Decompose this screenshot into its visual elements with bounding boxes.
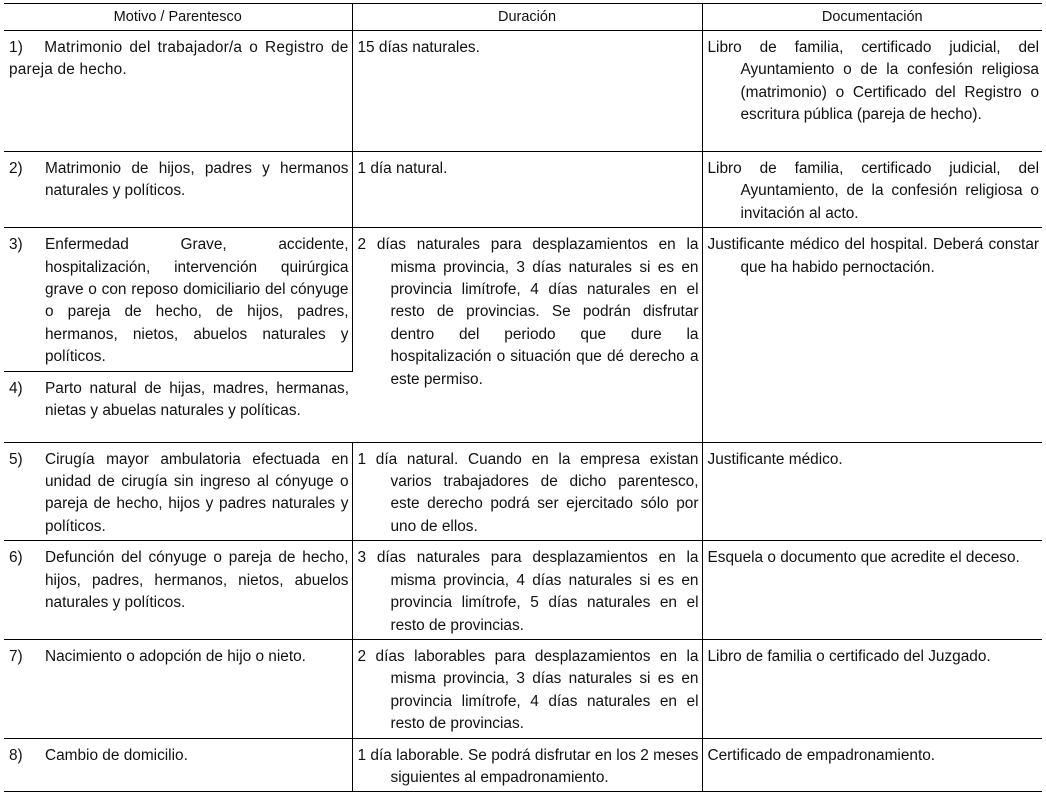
- motivo-text: Cambio de domicilio.: [45, 746, 188, 764]
- row-number: 2): [9, 160, 23, 177]
- row-number: 3): [9, 236, 23, 254]
- documentacion-cell: Justificante médico del hospital. Deberá constar que ha habido pernoctación.: [702, 228, 1042, 442]
- documentacion-cell: Certificado de empadronamiento.: [702, 738, 1042, 792]
- table-row: [4, 228, 1042, 371]
- motivo-text: Cirugía mayor ambulatoria efectuada en unidad de cirugía sin ingreso al cónyuge o pareja de hecho, hijos y padres naturales y políticos.: [45, 450, 349, 535]
- documentacion-cell: Esquela o documento que acredite el deceso.: [702, 541, 1042, 640]
- documentacion-cell: Justificante médico.: [702, 442, 1042, 541]
- motivo-cell: [4, 228, 352, 371]
- motivo-text: Enfermedad Grave, accidente, hospitalización, intervención quirúrgica grave o con reposo domiciliario del cónyuge o pareja de hecho, de hijos, padres, hermanos, nietos, abuelos naturales y políticos.: [45, 236, 349, 366]
- row-number: 6): [9, 549, 23, 567]
- duracion-cell: 3 días naturales para desplazamientos en la misma provincia, 4 días naturales si es en provincia limítrofe, 5 días naturales en el resto de provincias.: [352, 541, 702, 640]
- row-number: 5): [9, 450, 23, 468]
- duracion-cell: 2 días laborables para desplazamientos en la misma provincia, 3 días naturales si es en provincia limítrofe, 4 días naturales en el resto de provincias.: [352, 639, 702, 738]
- row-number: 8): [9, 746, 23, 764]
- motivo-cell: [4, 639, 352, 738]
- duracion-cell: 1 día natural. Cuando en la empresa existan varios trabajadores de dicho parentesco, este derecho podrá ser ejercitado sólo por uno de ellos.: [352, 442, 702, 541]
- duracion-cell: 2 días naturales para desplazamientos en la misma provincia, 3 días naturales si es en provincia limítrofe, 4 días naturales en el resto de provincias. Se podrán disfrutar dentro del periodo que dure la hospitalización o situación que dé derecho a este permiso.: [352, 228, 702, 442]
- row-number: 1): [9, 39, 24, 56]
- duracion-cell: 1 día natural.: [352, 152, 702, 228]
- permisos-table: [4, 3, 1042, 792]
- motivo-cell: [4, 738, 352, 792]
- motivo-cell: [4, 152, 352, 228]
- duracion-cell: 1 día laborable. Se podrá disfrutar en los 2 meses siguientes al empadronamiento.: [352, 738, 702, 792]
- motivo-text: Defunción del cónyuge o pareja de hecho, hijos, padres, hermanos, nietos, abuelos naturales y políticos.: [45, 549, 349, 612]
- documentacion-cell: Libro de familia, certificado judicial, del Ayuntamiento, de la confesión religiosa o invitación al acto.: [702, 152, 1042, 228]
- documentacion-cell: Libro de familia o certificado del Juzgado.: [702, 639, 1042, 738]
- motivo-text: Parto natural de hijas, madres, hermanas, nietas y abuelas naturales y políticas.: [45, 379, 349, 420]
- table-row: [4, 639, 1042, 738]
- header-duracion: Duración: [352, 4, 702, 31]
- table-row: [4, 541, 1042, 640]
- row-number: 4): [9, 379, 23, 397]
- table-row: [4, 31, 1042, 152]
- duracion-cell: 15 días naturales.: [352, 31, 702, 152]
- table-row: [4, 738, 1042, 792]
- motivo-cell: [4, 541, 352, 640]
- motivo-text: Matrimonio del trabajador/a o Registro de pareja de hecho.: [9, 39, 349, 79]
- motivo-text: Nacimiento o adopción de hijo o nieto.: [45, 647, 306, 665]
- motivo-text: Matrimonio de hijos, padres y hermanos naturales y políticos.: [45, 160, 349, 200]
- header-row: [4, 4, 1042, 31]
- header-documentacion: Documentación: [702, 4, 1042, 31]
- table-row: [4, 442, 1042, 541]
- motivo-cell: [4, 371, 352, 442]
- motivo-cell: [4, 31, 352, 152]
- motivo-cell: [4, 442, 352, 541]
- documentacion-cell: Libro de familia, certificado judicial, del Ayuntamiento o de la confesión religiosa (matrimonio) o Certificado del Registro o escritura pública (pareja de hecho).: [702, 31, 1042, 152]
- row-number: 7): [9, 647, 23, 665]
- header-motivo: Motivo / Parentesco: [4, 4, 352, 31]
- table-row: [4, 152, 1042, 228]
